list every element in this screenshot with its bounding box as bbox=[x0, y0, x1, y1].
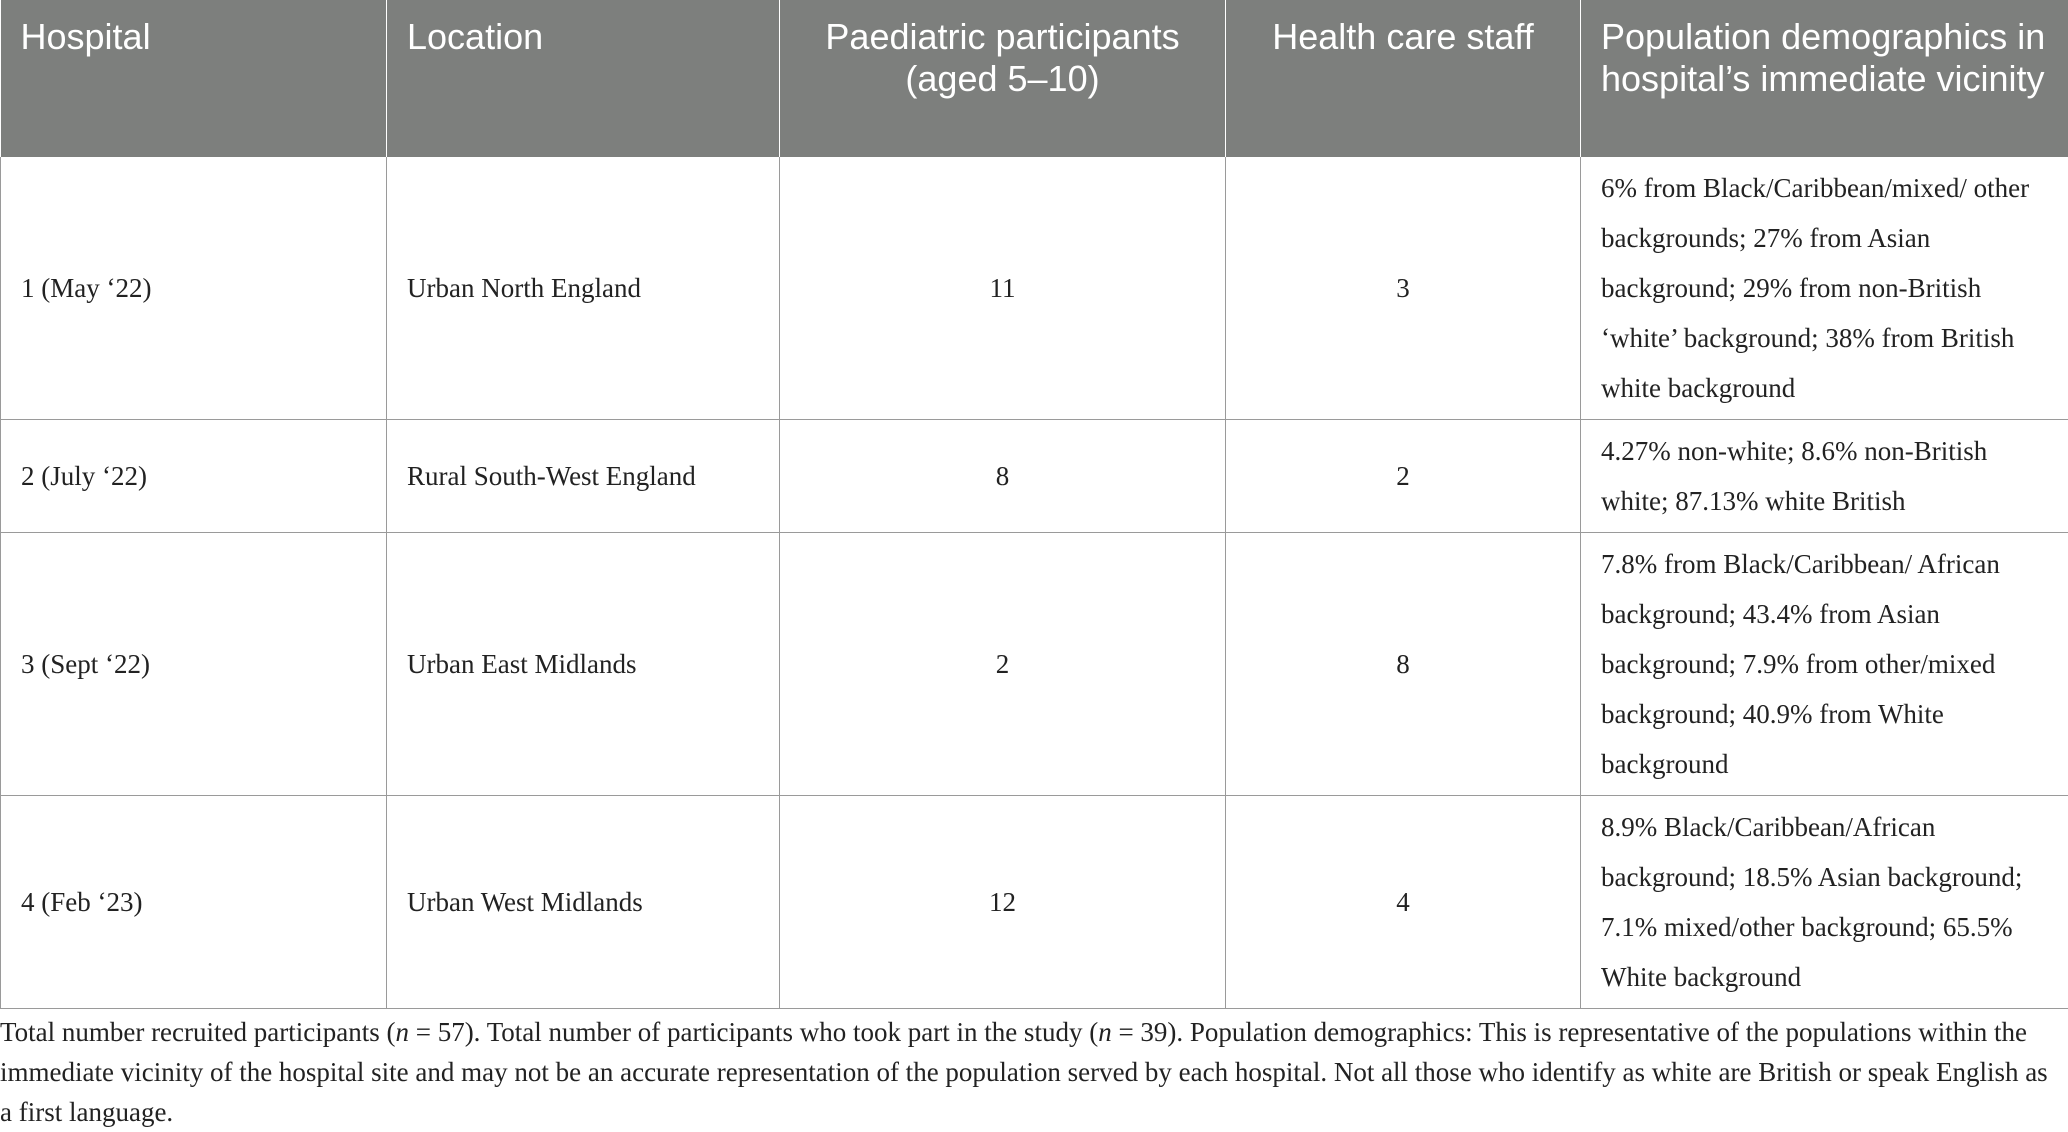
cell-location: Urban East Midlands bbox=[387, 533, 780, 796]
footnote-n-symbol: n bbox=[1098, 1017, 1112, 1047]
cell-location: Urban West Midlands bbox=[387, 796, 780, 1009]
table-row bbox=[1, 533, 2068, 796]
cell-demographics: 8.9% Black/Caribbean/African background; 18.5% Asian background; 7.1% mixed/other background; 65.5% White background bbox=[1581, 796, 2068, 1009]
cell-paediatric: 2 bbox=[780, 533, 1226, 796]
cell-hospital: 4 (Feb ‘23) bbox=[1, 796, 387, 1009]
header-paediatric-participants: Paediatric participants (aged 5–10) bbox=[780, 0, 1226, 157]
footnote-text-1: Total number recruited participants ( bbox=[0, 1017, 395, 1047]
table-footnote bbox=[0, 1012, 2060, 1132]
cell-demographics: 4.27% non-white; 8.6% non-British white; 87.13% white British bbox=[1581, 420, 2068, 533]
table-row bbox=[1, 157, 2068, 420]
cell-staff: 3 bbox=[1226, 157, 1581, 420]
cell-hospital: 2 (July ‘22) bbox=[1, 420, 387, 533]
cell-paediatric: 12 bbox=[780, 796, 1226, 1009]
cell-paediatric: 11 bbox=[780, 157, 1226, 420]
header-population-demographics: Population demographics in hospital’s immediate vicinity bbox=[1581, 0, 2068, 157]
cell-demographics: 6% from Black/Caribbean/mixed/ other backgrounds; 27% from Asian background; 29% from non-British ‘white’ background; 38% from British white background bbox=[1581, 157, 2068, 420]
header-location: Location bbox=[387, 0, 780, 157]
cell-hospital: 1 (May ‘22) bbox=[1, 157, 387, 420]
cell-hospital: 3 (Sept ‘22) bbox=[1, 533, 387, 796]
header-hospital: Hospital bbox=[1, 0, 387, 157]
cell-staff: 2 bbox=[1226, 420, 1581, 533]
table-row bbox=[1, 420, 2068, 533]
footnote-text-2: = 57). Total number of participants who took part in the study ( bbox=[409, 1017, 1098, 1047]
footnote-n-symbol: n bbox=[395, 1017, 409, 1047]
cell-staff: 8 bbox=[1226, 533, 1581, 796]
header-row bbox=[1, 0, 2068, 157]
cell-paediatric: 8 bbox=[780, 420, 1226, 533]
cell-location: Urban North England bbox=[387, 157, 780, 420]
table-row bbox=[1, 796, 2068, 1009]
footnote-text-3: = 39). Population demographics: This is representative of the populations within the immediate vicinity of the hospital site and may not be an accurate representation of the population served by each hospital. Not all those who identify as white are British or speak English as a first language. bbox=[0, 1017, 2048, 1127]
table-header bbox=[1, 0, 2068, 157]
header-health-care-staff: Health care staff bbox=[1226, 0, 1581, 157]
table-body bbox=[1, 157, 2068, 1009]
cell-location: Rural South-West England bbox=[387, 420, 780, 533]
cell-staff: 4 bbox=[1226, 796, 1581, 1009]
cell-demographics: 7.8% from Black/Caribbean/ African background; 43.4% from Asian background; 7.9% from other/mixed background; 40.9% from White background bbox=[1581, 533, 2068, 796]
